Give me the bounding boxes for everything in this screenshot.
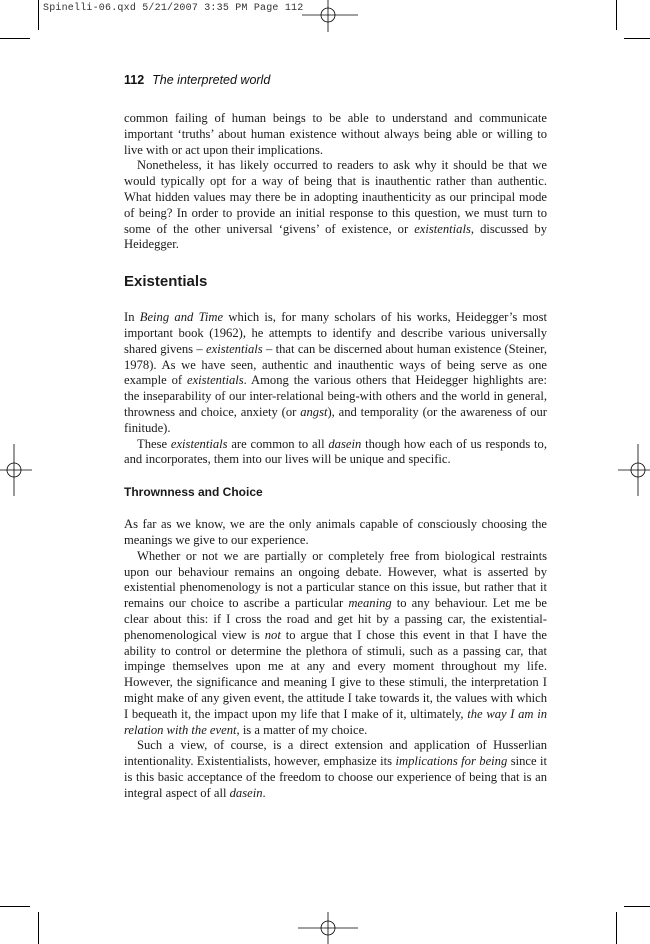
registration-mark-bottom-icon <box>296 910 360 944</box>
paragraph: common failing of human beings to be able to understand and communicate important ‘truths’ about human existence without always being able or willing to live with or act upon their implications. <box>124 111 547 157</box>
page-number: 112 <box>124 73 145 87</box>
registration-mark-right-icon <box>616 440 650 500</box>
section-heading: Existentials <box>124 273 208 291</box>
crop-mark-top-right-v <box>616 0 617 30</box>
crop-mark-top-right-h <box>624 38 650 39</box>
paragraph: Nonetheless, it has likely occurred to readers to ask why it should be that we would typically opt for a way of being that is inauthentic rather than authentic. What hidden values may there be in adopting inauthenticity as our principal mode of being? In order to provide an initial response to this question, we must turn to some of the other universal ‘givens’ of existence, or existentials, discussed by Heidegger. <box>124 158 547 252</box>
paragraph: Such a view, of course, is a direct extension and application of Husserlian intentionality. Existentialists, however, emphasize its implications for being since it is this basic acceptance of the freedom to choose our experience of being that is an integral aspect of all dasein. <box>124 738 547 800</box>
paragraph: In Being and Time which is, for many scholars of his works, Heidegger’s most important book (1962), he attempts to identify and describe various universally shared givens – existentials – that can be discerned about human existence (Steiner, 1978). As we have seen, authentic and inauthentic ways of being serve as one example of existentials. Among the various others that Heidegger highlights are: the inseparability of our inter-relational being-with others and the world in general, throwness and choice, anxiety (or angst), and temporality (or the awareness of our finitude). <box>124 310 548 435</box>
registration-mark-left-icon <box>0 440 34 500</box>
crop-mark-top-left-h <box>0 38 30 39</box>
running-head <box>124 73 270 87</box>
printer-slug: Spinelli-06.qxd 5/21/2007 3:35 PM Page 112 <box>43 3 304 14</box>
running-title: The interpreted world <box>152 73 271 87</box>
crop-mark-bottom-left-v <box>38 912 39 944</box>
subsection-heading: Thrownness and Choice <box>124 485 263 500</box>
crop-mark-bottom-left-h <box>0 906 30 907</box>
crop-mark-top-left-v <box>38 0 39 30</box>
body-text <box>124 111 547 801</box>
registration-mark-top-icon <box>300 0 360 34</box>
paragraph: These existentials are common to all dasein though how each of us responds to, and incorporates, them into our lives will be unique and specific. <box>124 436 548 467</box>
crop-mark-bottom-right-h <box>624 906 650 907</box>
paragraph: Whether or not we are partially or completely free from biological restraints upon our behaviour remains an ongoing debate. However, what is asserted by existential phenomenology is not a particular stance on this issue, but rather that it remains our choice to ascribe a particular meaning to any behaviour. Let me be clear about this: if I cross the road and get hit by a passing car, the existential-phenomenological view is not to argue that I chose this event in that I have the ability to control or determine the plethora of stimuli, such as a passing car, that impinge themselves upon me at any and every moment throughout my life. However, the significance and meaning I give to these stimuli, the interpretation I might make of any given event, the attitude I take towards it, the values with which I bequeath it, the impact upon my life that I make of it, ultimately, the way I am in relation with the event, is a matter of my choice. <box>124 548 547 737</box>
crop-mark-bottom-right-v <box>616 912 617 944</box>
paragraph: As far as we know, we are the only animals capable of consciously choosing the meanings we give to our experience. <box>124 517 547 547</box>
